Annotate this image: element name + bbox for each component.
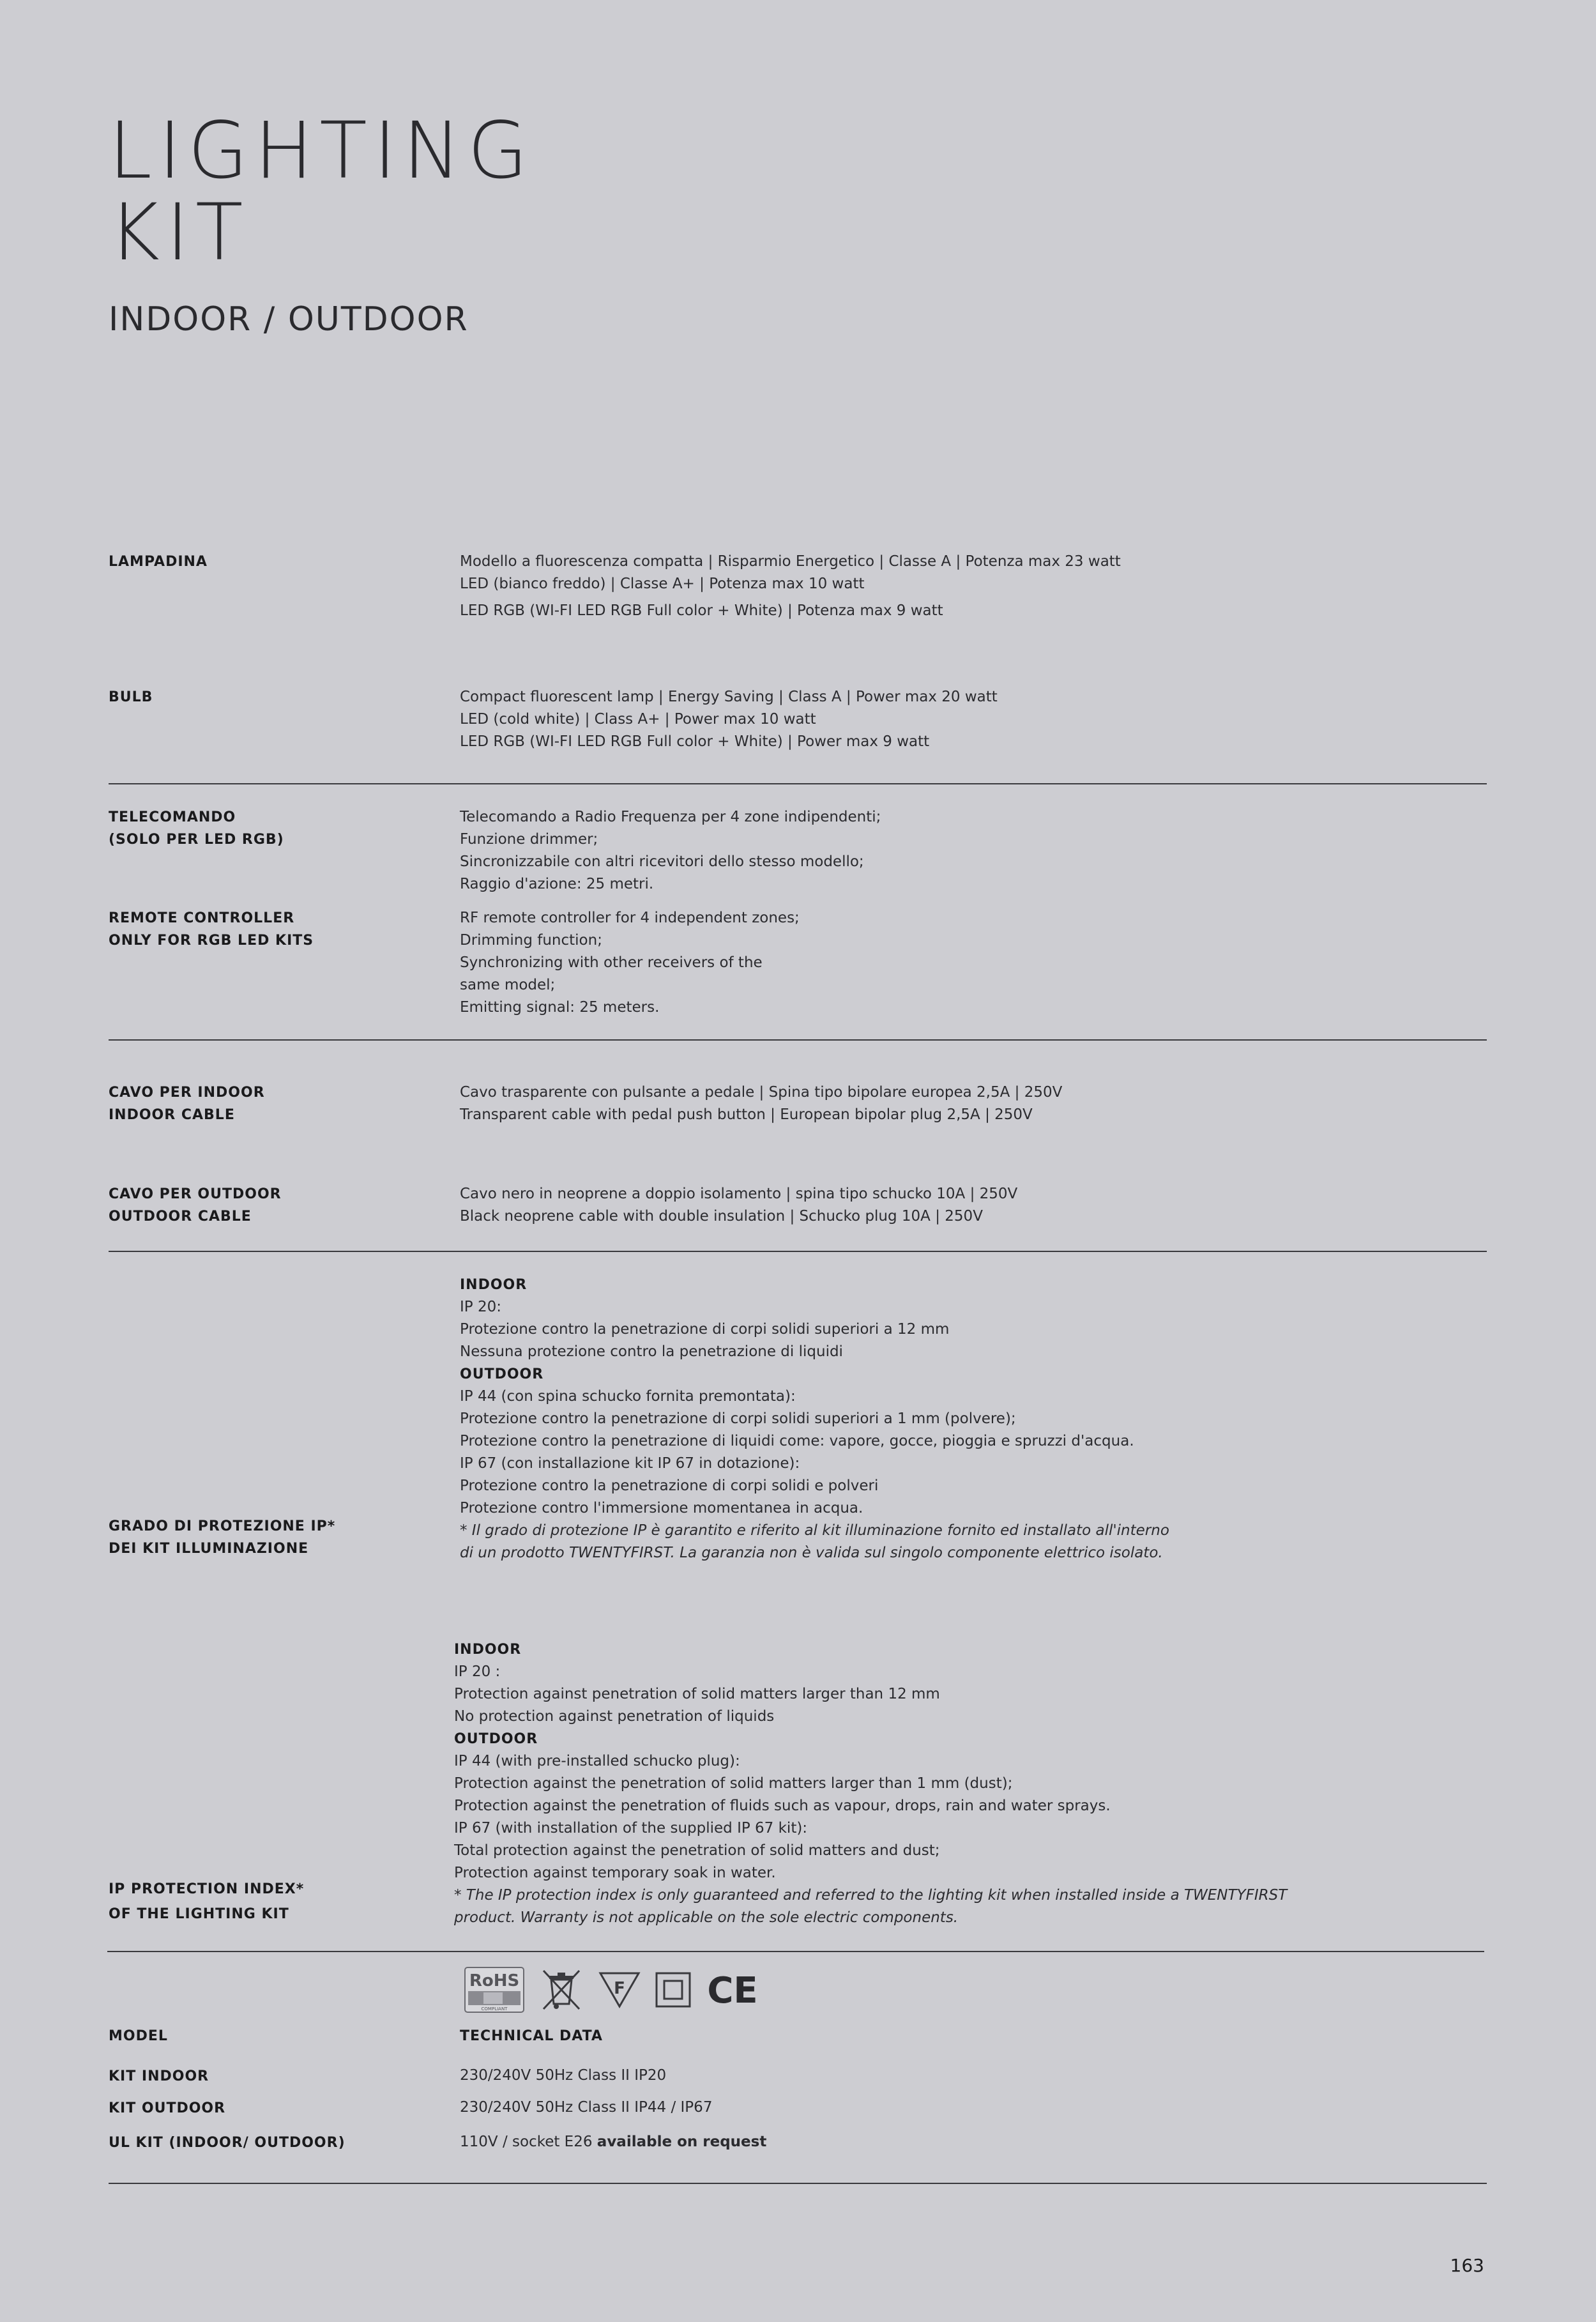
page-subtitle: INDOOR / OUTDOOR bbox=[109, 300, 469, 339]
ip-line: Protection against the penetration of solid matters larger than 1 mm (dust); bbox=[454, 1775, 1013, 1792]
remote-label-line: ONLY FOR RGB LED KITS bbox=[109, 933, 314, 949]
indoor-cable-label bbox=[109, 1081, 265, 1126]
grado-note: di un prodotto TWENTYFIRST. La garanzia non è valida sul singolo componente elettrico isolato. bbox=[460, 1545, 1163, 1561]
f-mark-text: F bbox=[614, 1979, 625, 1998]
indoor-cable-label-line: INDOOR CABLE bbox=[109, 1107, 235, 1123]
grado-label-line: DEI KIT ILLUMINAZIONE bbox=[109, 1541, 309, 1557]
grado-line: IP 67 (con installazione kit IP 67 in dotazione): bbox=[460, 1455, 800, 1472]
divider bbox=[109, 783, 1487, 784]
remote-values bbox=[460, 907, 800, 1019]
table-row-model: KIT INDOOR bbox=[109, 2068, 209, 2084]
indoor-cable-values bbox=[460, 1081, 1062, 1126]
bulb-line: LED (cold white) | Class A+ | Power max 10 watt bbox=[460, 711, 816, 728]
telecomando-label bbox=[109, 806, 284, 851]
telecomando-line: Telecomando a Radio Frequenza per 4 zone indipendenti; bbox=[460, 809, 881, 825]
grado-line: Protezione contro la penetrazione di corpi solidi superiori a 1 mm (polvere); bbox=[460, 1410, 1016, 1427]
telecomando-line: Raggio d'azione: 25 metri. bbox=[460, 876, 654, 892]
lampadina-values bbox=[460, 551, 1121, 622]
rohs-compliant-text: COMPLIANT bbox=[481, 2006, 508, 2012]
weee-bin-icon bbox=[538, 1967, 584, 2013]
table-row-data bbox=[460, 2131, 766, 2153]
page-title bbox=[109, 105, 535, 278]
grado-line: Protezione contro la penetrazione di liquidi come: vapore, gocce, pioggia e spruzzi d'acqua. bbox=[460, 1433, 1134, 1449]
remote-line: same model; bbox=[460, 977, 556, 993]
lampadina-label: LAMPADINA bbox=[109, 554, 208, 570]
grado-heading-indoor: INDOOR bbox=[460, 1277, 528, 1293]
ip-line: Protection against the penetration of fluids such as vapour, drops, rain and water sprays. bbox=[454, 1798, 1111, 1814]
ip-index-label bbox=[109, 1878, 304, 1925]
ul-kit-availability: available on request bbox=[597, 2134, 767, 2150]
remote-line: Synchronizing with other receivers of the bbox=[460, 954, 763, 971]
bulb-line: LED RGB (WI-FI LED RGB Full color + White) | Power max 9 watt bbox=[460, 733, 930, 750]
bulb-label: BULB bbox=[109, 689, 153, 705]
telecomando-values bbox=[460, 806, 881, 896]
rohs-text: RoHS bbox=[469, 1971, 520, 1990]
class-ii-icon bbox=[655, 1971, 692, 2008]
rohs-icon bbox=[464, 1967, 524, 2013]
lampadina-line: LED RGB (WI-FI LED RGB Full color + White) | Potenza max 9 watt bbox=[460, 602, 943, 619]
remote-label bbox=[109, 907, 314, 952]
ce-text: CE bbox=[707, 1971, 758, 2009]
page-number: 163 bbox=[1450, 2255, 1484, 2276]
telecomando-line: Funzione drimmer; bbox=[460, 831, 598, 848]
remote-line: Emitting signal: 25 meters. bbox=[460, 999, 660, 1016]
ip-line: IP 20 : bbox=[454, 1663, 501, 1680]
divider bbox=[109, 2183, 1487, 2184]
outdoor-cable-label bbox=[109, 1183, 282, 1228]
table-row-data: 230/240V 50Hz Class II IP20 bbox=[460, 2067, 667, 2084]
outdoor-cable-line: Black neoprene cable with double insulation | Schucko plug 10A | 250V bbox=[460, 1208, 983, 1225]
outdoor-cable-label-line: OUTDOOR CABLE bbox=[109, 1209, 252, 1225]
grado-heading-outdoor: OUTDOOR bbox=[460, 1366, 544, 1382]
grado-line: IP 44 (con spina schucko fornita premontata): bbox=[460, 1388, 796, 1405]
ip-line: Protection against temporary soak in water. bbox=[454, 1865, 776, 1881]
outdoor-cable-line: Cavo nero in neoprene a doppio isolamento | spina tipo schucko 10A | 250V bbox=[460, 1186, 1018, 1202]
ip-heading-outdoor: OUTDOOR bbox=[454, 1731, 538, 1747]
grado-line: Protezione contro la penetrazione di corpi solidi superiori a 12 mm bbox=[460, 1321, 950, 1338]
grado-line: Protezione contro la penetrazione di corpi solidi e polveri bbox=[460, 1478, 879, 1494]
ip-line: Total protection against the penetration of solid matters and dust; bbox=[454, 1842, 940, 1859]
ip-heading-indoor: INDOOR bbox=[454, 1642, 522, 1658]
remote-line: Drimming function; bbox=[460, 932, 602, 949]
ip-index-values bbox=[454, 1638, 1287, 1929]
table-row-model: KIT OUTDOOR bbox=[109, 2100, 226, 2116]
remote-line: RF remote controller for 4 independent zones; bbox=[460, 910, 800, 926]
outdoor-cable-values bbox=[460, 1183, 1017, 1228]
divider bbox=[109, 1039, 1487, 1041]
f-mark-icon bbox=[598, 1971, 641, 2009]
technical-data-column-header: TECHNICAL DATA bbox=[460, 2028, 603, 2044]
ip-index-label-line: IP PROTECTION INDEX* bbox=[109, 1881, 305, 1897]
ce-icon bbox=[706, 1971, 759, 2009]
bulb-line: Compact fluorescent lamp | Energy Saving | Class A | Power max 20 watt bbox=[460, 689, 998, 705]
indoor-cable-line: Transparent cable with pedal push button | European bipolar plug 2,5A | 250V bbox=[460, 1106, 1033, 1123]
grado-label bbox=[109, 1515, 335, 1560]
indoor-cable-line: Cavo trasparente con pulsante a pedale | Spina tipo bipolare europea 2,5A | 250V bbox=[460, 1084, 1063, 1101]
title-line-1: LIGHTING bbox=[109, 105, 535, 196]
ip-index-label-line: OF THE LIGHTING KIT bbox=[109, 1906, 289, 1922]
table-row-model: UL KIT (INDOOR/ OUTDOOR) bbox=[109, 2135, 346, 2151]
outdoor-cable-label-line: CAVO PER OUTDOOR bbox=[109, 1186, 282, 1202]
ip-note: product. Warranty is not applicable on the sole electric components. bbox=[454, 1909, 959, 1926]
lampadina-line: LED (bianco freddo) | Classe A+ | Potenza max 10 watt bbox=[460, 576, 865, 592]
remote-label-line: REMOTE CONTROLLER bbox=[109, 910, 295, 926]
title-line-2: KIT bbox=[109, 187, 250, 278]
grado-line: Nessuna protezione contro la penetrazione di liquidi bbox=[460, 1343, 843, 1360]
grado-line: Protezione contro l'immersione momentanea in acqua. bbox=[460, 1500, 863, 1516]
ip-line: IP 44 (with pre-installed schucko plug): bbox=[454, 1753, 740, 1769]
lampadina-line: Modello a fluorescenza compatta | Risparmio Energetico | Classe A | Potenza max 23 watt bbox=[460, 553, 1121, 570]
telecomando-line: Sincronizzabile con altri ricevitori dello stesso modello; bbox=[460, 853, 864, 870]
divider bbox=[109, 1251, 1487, 1252]
ip-line: Protection against penetration of solid matters larger than 12 mm bbox=[454, 1686, 940, 1702]
telecomando-label-line: (SOLO PER LED RGB) bbox=[109, 832, 284, 848]
table-row-data: 230/240V 50Hz Class II IP44 / IP67 bbox=[460, 2099, 713, 2116]
ip-note: * The IP protection index is only guaranteed and referred to the lighting kit when installed inside a TWENTYFIRST bbox=[454, 1887, 1288, 1904]
ul-kit-data: 110V / socket E26 bbox=[460, 2134, 597, 2150]
bulb-values bbox=[460, 686, 998, 753]
ip-line: No protection against penetration of liquids bbox=[454, 1708, 775, 1725]
indoor-cable-label-line: CAVO PER INDOOR bbox=[109, 1085, 265, 1101]
ip-line: IP 67 (with installation of the supplied IP 67 kit): bbox=[454, 1820, 808, 1837]
grado-values bbox=[460, 1274, 1169, 1564]
grado-label-line: GRADO DI PROTEZIONE IP* bbox=[109, 1518, 336, 1534]
model-column-header: MODEL bbox=[109, 2028, 168, 2044]
divider bbox=[107, 1951, 1484, 1952]
certification-icons bbox=[464, 1966, 759, 2014]
telecomando-label-line: TELECOMANDO bbox=[109, 809, 236, 825]
grado-line: IP 20: bbox=[460, 1299, 501, 1315]
grado-note: * Il grado di protezione IP è garantito e riferito al kit illuminazione fornito ed installato all'interno bbox=[460, 1522, 1169, 1539]
